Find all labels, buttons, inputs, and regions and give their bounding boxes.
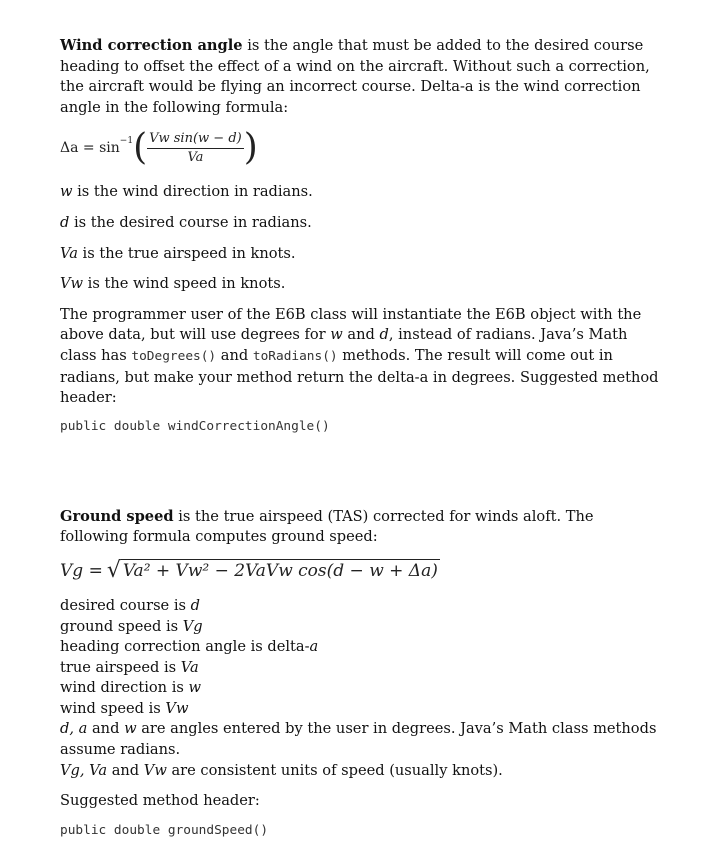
angles-var: d, a bbox=[60, 720, 88, 738]
formula-lhs: Δa = sin bbox=[60, 140, 120, 157]
gdef-text: true airspeed is bbox=[60, 658, 181, 676]
wind-instructions-paragraph bbox=[60, 305, 660, 409]
gdef-line bbox=[60, 596, 660, 617]
code-to-degrees: toDegrees() bbox=[131, 348, 217, 364]
gdef-var: a bbox=[309, 638, 319, 656]
gdef-var: Va bbox=[180, 658, 199, 676]
suggested-label: Suggested method header: bbox=[60, 792, 260, 810]
speeds-note bbox=[60, 761, 660, 782]
gdef-text: wind direction is bbox=[60, 679, 189, 697]
angles-text: are angles entered by the user in degrees. Java’s Math class methods assume radians. bbox=[60, 720, 657, 759]
para-text: , instead of radians. Java’s Math class has bbox=[60, 326, 628, 364]
formula-lhs: Vg = bbox=[60, 560, 103, 581]
ground-term: Ground speed bbox=[60, 507, 174, 525]
formula-denominator: Va bbox=[187, 149, 204, 165]
def-text: is the true airspeed in knots. bbox=[77, 244, 296, 262]
def-var: Vw bbox=[60, 275, 84, 293]
gdef-line bbox=[60, 637, 660, 658]
def-var: Va bbox=[60, 244, 78, 262]
def-w bbox=[60, 182, 660, 203]
ground-speed-formula bbox=[60, 556, 660, 586]
ground-method-header: public double groundSpeed() bbox=[60, 822, 269, 838]
wind-definitions bbox=[60, 182, 660, 294]
gdef-text: desired course is bbox=[60, 596, 191, 614]
gdef-line bbox=[60, 699, 660, 720]
angles-and: and bbox=[87, 720, 125, 738]
para-text: and bbox=[342, 326, 380, 344]
wind-method-header: public double windCorrectionAngle() bbox=[60, 418, 330, 434]
para-text: and bbox=[216, 346, 253, 364]
gdef-line bbox=[60, 617, 660, 638]
gdef-var: d bbox=[190, 596, 200, 614]
para-var: w bbox=[330, 326, 343, 344]
def-var: w bbox=[60, 183, 73, 201]
gdef-var: w bbox=[188, 679, 201, 697]
speeds-vw: Vw bbox=[143, 761, 167, 779]
gdef-text: heading correction angle is delta- bbox=[60, 638, 310, 656]
speeds-var: Vg, Va bbox=[60, 761, 108, 779]
gdef-var: Vw bbox=[165, 699, 189, 717]
formula-exponent: −1 bbox=[119, 136, 134, 147]
wind-term: Wind correction angle bbox=[60, 37, 243, 54]
gdef-line bbox=[60, 678, 660, 699]
speeds-and: and bbox=[107, 761, 144, 779]
right-paren-icon: ) bbox=[243, 127, 258, 169]
document-page bbox=[60, 36, 660, 841]
formula-fraction bbox=[147, 130, 244, 167]
angles-w: w bbox=[124, 720, 137, 738]
sqrt-icon: √ bbox=[106, 558, 121, 584]
formula-radicand: Va² + Vw² − 2VaVw cos(d − w + Δa) bbox=[122, 561, 438, 582]
wind-intro-paragraph bbox=[60, 36, 660, 118]
para-text: The programmer user of the E6B class will instantiate the E6B object with the above data, but will use degrees for bbox=[60, 305, 642, 344]
def-text: is the wind speed in knots. bbox=[83, 275, 286, 293]
angles-note bbox=[60, 719, 670, 760]
def-d bbox=[60, 213, 660, 234]
def-var: d bbox=[60, 213, 70, 231]
para-text: methods. The result will come out in radians, but make your method return the delta-a in degrees. Suggested method header: bbox=[60, 346, 659, 407]
def-vw bbox=[60, 274, 660, 295]
gdef-var: Vg bbox=[182, 617, 203, 635]
gdef-text: wind speed is bbox=[60, 699, 166, 717]
left-paren-icon: ( bbox=[133, 127, 148, 169]
speeds-text: are consistent units of speed (usually knots). bbox=[166, 761, 503, 779]
para-var: d bbox=[379, 326, 389, 344]
ground-intro-text: is the true airspeed (TAS) corrected for winds aloft. The following formula computes ground speed: bbox=[60, 507, 594, 546]
wind-intro-text: is the angle that must be added to the desired course heading to offset the effect of a wind on the aircraft. Without such a correction, the aircraft would be flying an incorrect course. Delta-a is the wind correction angle in the following formula: bbox=[60, 37, 650, 116]
def-text: is the wind direction in radians. bbox=[72, 183, 313, 201]
wind-correction-formula bbox=[60, 126, 660, 170]
def-text: is the desired course in radians. bbox=[69, 213, 312, 231]
ground-intro-paragraph bbox=[60, 507, 660, 548]
gdef-line bbox=[60, 658, 660, 679]
code-to-radians: toRadians() bbox=[252, 348, 338, 364]
ground-definitions bbox=[60, 596, 660, 781]
gdef-text: ground speed is bbox=[60, 617, 183, 635]
formula-numerator: Vw sin(w − d) bbox=[147, 130, 244, 149]
def-va bbox=[60, 244, 660, 265]
